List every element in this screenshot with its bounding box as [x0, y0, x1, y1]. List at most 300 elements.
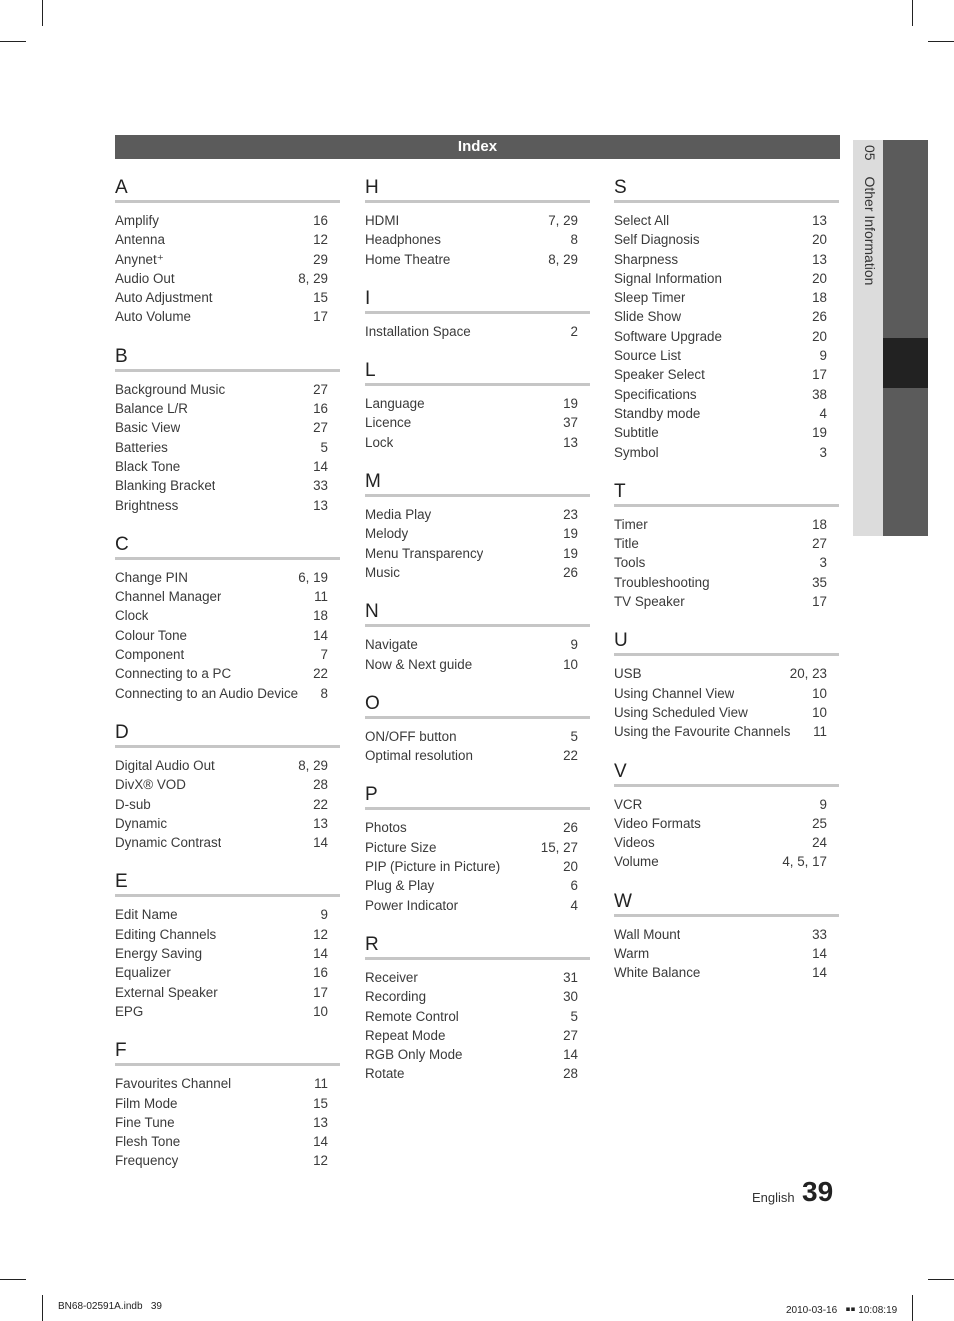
section-divider [115, 557, 340, 560]
entry-term: Black Tone [115, 458, 181, 474]
index-entry [365, 876, 578, 895]
entry-term: RGB Only Mode [365, 1047, 463, 1063]
entry-pages: 15 [313, 290, 328, 306]
entry-term: ON/OFF button [365, 728, 457, 744]
entry-term: Software Upgrade [614, 328, 722, 344]
index-entry [365, 505, 578, 524]
entry-term: Audio Out [115, 270, 175, 286]
entry-pages: 37 [563, 415, 578, 431]
index-entry [365, 987, 578, 1006]
entry-pages: 3 [819, 555, 827, 571]
entry-term: Rotate [365, 1066, 405, 1082]
entry-pages: 13 [313, 1114, 328, 1130]
entry-pages: 25 [812, 815, 827, 831]
entry-term: Using Scheduled View [614, 704, 748, 720]
entry-pages: 26 [812, 309, 827, 325]
crop-mark-bottom-right [912, 1295, 913, 1321]
chapter-label [858, 145, 878, 285]
entry-pages: 2 [570, 323, 578, 339]
entry-term: Select All [614, 213, 670, 228]
entry-term: Background Music [115, 381, 226, 397]
index-entry [614, 944, 827, 963]
entry-term: Colour Tone [115, 627, 187, 643]
index-entry [115, 250, 328, 269]
entry-pages: 9 [819, 796, 827, 812]
entry-pages: 12 [313, 1153, 328, 1169]
entry-term: Batteries [115, 439, 168, 455]
index-entry [614, 833, 827, 852]
entry-term: Installation Space [365, 323, 471, 339]
entry-pages: 8, 29 [298, 270, 328, 286]
page-number: 39 [802, 1176, 834, 1207]
index-column-1 [115, 176, 328, 1189]
entry-term: Wall Mount [614, 926, 681, 942]
entry-pages: 19 [563, 396, 578, 412]
entry-pages: 13 [812, 213, 827, 228]
index-section [365, 933, 578, 1084]
entry-pages: 30 [563, 989, 578, 1005]
index-entry [115, 944, 328, 963]
index-entry [365, 211, 578, 230]
section-divider [614, 784, 839, 787]
entry-term: External Speaker [115, 984, 218, 1000]
entry-pages: 8 [570, 232, 578, 248]
entry-pages: 10 [812, 685, 827, 701]
section-divider [365, 311, 590, 314]
entry-term: Timer [614, 516, 648, 532]
entry-pages: 16 [313, 213, 328, 228]
section-letter: N [365, 601, 379, 623]
entry-pages: 14 [313, 627, 328, 643]
entry-pages: 8, 29 [548, 251, 578, 267]
entry-pages: 28 [563, 1066, 578, 1082]
section-letter: B [115, 345, 128, 367]
section-divider [115, 369, 340, 372]
index-entry [115, 568, 328, 587]
entry-term: Licence [365, 415, 412, 431]
index-section [115, 176, 328, 327]
entry-pages: 14 [313, 458, 328, 474]
entry-term: Power Indicator [365, 897, 459, 913]
index-entry [365, 413, 578, 432]
index-entry [614, 573, 827, 592]
crop-mark-top-left [42, 0, 43, 26]
entry-pages: 20 [812, 270, 827, 286]
entry-pages: 14 [313, 946, 328, 962]
section-letter: W [614, 890, 632, 912]
section-letter: O [365, 692, 380, 714]
index-entry [365, 857, 578, 876]
section-divider [614, 504, 839, 507]
entry-term: Title [614, 536, 639, 552]
entry-term: D-sub [115, 796, 151, 812]
index-section [365, 783, 578, 914]
entry-term: Basic View [115, 420, 181, 436]
index-entry [614, 553, 827, 572]
entry-term: Specifications [614, 386, 697, 402]
index-entry [115, 476, 328, 495]
index-entry [115, 418, 328, 437]
entry-pages: 31 [563, 969, 578, 985]
index-entry [614, 385, 827, 404]
entry-term: Film Mode [115, 1095, 178, 1111]
section-divider [115, 745, 340, 748]
index-entry [115, 288, 328, 307]
index-header: Index [115, 135, 840, 159]
index-entry [365, 635, 578, 654]
section-letter: H [365, 177, 379, 198]
entry-term: Symbol [614, 444, 659, 460]
entry-term: Videos [614, 835, 655, 851]
entry-pages: 22 [313, 796, 328, 812]
entry-pages: 10 [812, 704, 827, 720]
index-entry [115, 230, 328, 249]
index-entry [115, 211, 328, 230]
index-section [365, 692, 578, 766]
entry-pages: 22 [313, 666, 328, 682]
entry-pages: 10 [313, 1003, 328, 1019]
entry-pages: 20 [563, 859, 578, 875]
entry-pages: 18 [313, 608, 328, 624]
index-entry [115, 1094, 328, 1113]
index-entry [365, 838, 578, 857]
entry-pages: 19 [563, 526, 578, 542]
entry-term: Equalizer [115, 965, 171, 981]
index-entry [115, 438, 328, 457]
index-entry [115, 664, 328, 683]
section-letter: A [115, 177, 128, 198]
index-entry [365, 1064, 578, 1083]
entry-term: Antenna [115, 232, 165, 248]
entry-pages: 9 [570, 637, 578, 653]
entry-term: VCR [614, 796, 643, 812]
section-divider [365, 807, 590, 810]
entry-pages: 13 [563, 434, 578, 450]
entry-term: HDMI [365, 213, 400, 228]
index-entry [614, 963, 827, 982]
index-column-3 [614, 176, 827, 1001]
entry-pages: 16 [313, 965, 328, 981]
crop-mark-bottom-left-h [0, 1279, 26, 1280]
section-letter: C [115, 533, 129, 555]
index-entry [365, 655, 578, 674]
entry-term: Volume [614, 854, 659, 870]
entry-term: Editing Channels [115, 926, 217, 942]
section-letter: D [115, 721, 129, 743]
index-section [365, 600, 578, 674]
entry-term: Using Channel View [614, 685, 735, 701]
entry-term: Edit Name [115, 907, 178, 923]
entry-term: Speaker Select [614, 367, 705, 383]
index-entry [115, 963, 328, 982]
entry-term: Auto Adjustment [115, 290, 213, 306]
entry-term: Headphones [365, 232, 441, 248]
entry-term: Now & Next guide [365, 656, 473, 672]
section-divider [115, 894, 340, 897]
index-entry [365, 968, 578, 987]
index-entry [115, 399, 328, 418]
entry-term: Repeat Mode [365, 1027, 446, 1043]
section-letter: F [115, 1040, 127, 1062]
entry-term: Signal Information [614, 270, 722, 286]
entry-pages: 5 [570, 728, 578, 744]
entry-term: Troubleshooting [614, 574, 710, 590]
index-entry [365, 250, 578, 269]
index-entry [115, 457, 328, 476]
entry-pages: 27 [313, 420, 328, 436]
page-language: English [752, 1190, 795, 1205]
index-entry [614, 925, 827, 944]
entry-term: Component [115, 647, 185, 663]
entry-pages: 17 [313, 309, 328, 325]
index-entry [115, 645, 328, 664]
entry-term: Photos [365, 820, 407, 836]
index-section [115, 345, 328, 515]
index-entry [115, 925, 328, 944]
index-entry [115, 814, 328, 833]
entry-pages: 18 [812, 290, 827, 306]
index-entry [365, 818, 578, 837]
section-divider [115, 200, 340, 203]
entry-term: Connecting to a PC [115, 666, 232, 682]
entry-pages: 7, 29 [548, 213, 578, 228]
index-entry [115, 833, 328, 852]
entry-pages: 27 [812, 536, 827, 552]
entry-pages: 26 [563, 564, 578, 580]
index-entry [365, 746, 578, 765]
entry-pages: 6, 19 [298, 569, 328, 585]
entry-term: Dynamic Contrast [115, 835, 222, 851]
section-letter: P [365, 784, 378, 806]
section-letter: L [365, 360, 376, 382]
entry-term: Blanking Bracket [115, 478, 216, 494]
entry-pages: 20, 23 [789, 666, 827, 682]
entry-pages: 9 [320, 907, 328, 923]
index-entry [614, 795, 827, 814]
index-entry [365, 230, 578, 249]
section-divider [115, 1063, 340, 1066]
index-entry [365, 322, 578, 341]
entry-term: EPG [115, 1003, 144, 1019]
entry-pages: 15, 27 [540, 839, 578, 855]
index-entry [365, 544, 578, 563]
entry-term: Dynamic [115, 815, 168, 831]
section-letter: I [365, 287, 371, 309]
index-entry [115, 1151, 328, 1170]
entry-pages: 19 [812, 425, 827, 441]
index-entry [614, 230, 827, 249]
entry-pages: 17 [812, 367, 827, 383]
entry-pages: 27 [563, 1027, 578, 1043]
index-entry [614, 592, 827, 611]
entry-term: Navigate [365, 637, 418, 653]
crop-mark-bottom-left [42, 1295, 43, 1321]
crop-mark-top-left-h [0, 41, 26, 42]
entry-pages: 14 [563, 1047, 578, 1063]
section-divider [365, 624, 590, 627]
entry-pages: 19 [563, 545, 578, 561]
index-entry [365, 563, 578, 582]
entry-pages: 11 [314, 1076, 328, 1092]
print-timestamp: 2010-03-16 ￭￭ 10:08:19 [786, 1305, 898, 1316]
index-entry [115, 1074, 328, 1093]
index-entry [614, 346, 827, 365]
entry-term: Source List [614, 348, 681, 364]
entry-pages: 33 [313, 478, 328, 494]
entry-pages: 8, 29 [298, 757, 328, 773]
index-entry [614, 814, 827, 833]
section-divider [365, 957, 590, 960]
index-entry [115, 1002, 328, 1021]
entry-pages: 11 [813, 724, 827, 740]
entry-term: Language [365, 396, 425, 412]
index-entry [614, 722, 827, 741]
entry-term: USB [614, 666, 642, 682]
entry-pages: 11 [314, 589, 328, 605]
entry-pages: 4, 5, 17 [782, 854, 827, 870]
entry-pages: 38 [812, 386, 827, 402]
entry-term: Home Theatre [365, 251, 451, 267]
entry-pages: 12 [313, 232, 328, 248]
entry-term: Music [365, 564, 400, 580]
section-divider [365, 494, 590, 497]
chapter-number: 05 [862, 145, 878, 161]
section-divider [614, 200, 839, 203]
entry-pages: 13 [812, 251, 827, 267]
entry-term: Anynet⁺ [115, 251, 164, 267]
entry-term: Brightness [115, 497, 179, 513]
entry-pages: 29 [313, 251, 328, 267]
entry-term: Picture Size [365, 839, 437, 855]
entry-pages: 13 [313, 497, 328, 513]
section-letter: R [365, 933, 379, 955]
section-divider [614, 653, 839, 656]
index-entry [365, 1026, 578, 1045]
entry-term: Balance L/R [115, 401, 188, 417]
index-section [614, 480, 827, 611]
index-entry [614, 664, 827, 683]
entry-pages: 7 [320, 647, 328, 663]
entry-pages: 24 [812, 835, 827, 851]
section-letter: T [614, 480, 626, 502]
index-entry [614, 269, 827, 288]
index-section [365, 359, 578, 452]
entry-term: Media Play [365, 507, 432, 523]
entry-term: Video Formats [614, 815, 701, 831]
index-entry [614, 288, 827, 307]
index-entry [115, 1113, 328, 1132]
entry-pages: 9 [819, 348, 827, 364]
index-section [365, 470, 578, 582]
section-letter: V [614, 760, 627, 782]
index-entry [365, 1045, 578, 1064]
index-section [115, 533, 328, 703]
entry-term: DivX® VOD [115, 777, 186, 793]
entry-term: White Balance [614, 965, 701, 981]
entry-term: Using the Favourite Channels [614, 724, 791, 740]
entry-term: Flesh Tone [115, 1134, 181, 1150]
index-entry [614, 852, 827, 871]
side-tab-marker [883, 338, 928, 388]
section-letter: E [115, 871, 128, 893]
index-entry [614, 703, 827, 722]
entry-pages: 6 [570, 878, 578, 894]
index-entry [614, 404, 827, 423]
section-letter: M [365, 471, 381, 493]
entry-term: Frequency [115, 1153, 179, 1169]
index-entry [115, 626, 328, 645]
entry-term: Subtitle [614, 425, 659, 441]
entry-term: Digital Audio Out [115, 757, 215, 773]
entry-term: Lock [365, 434, 394, 450]
entry-pages: 12 [313, 926, 328, 942]
index-section [365, 287, 578, 341]
entry-pages: 14 [313, 1134, 328, 1150]
crop-mark-top-right-h [928, 41, 954, 42]
entry-term: Tools [614, 555, 646, 571]
index-column-2 [365, 176, 578, 1102]
entry-pages: 14 [812, 965, 827, 981]
index-entry [115, 1132, 328, 1151]
index-entry [614, 423, 827, 442]
section-letter: U [614, 630, 628, 652]
entry-term: Warm [614, 946, 650, 962]
file-info: BN68-02591A.indb 39 [58, 1301, 162, 1312]
entry-term: Channel Manager [115, 589, 222, 605]
index-section [365, 176, 578, 269]
index-entry [115, 795, 328, 814]
index-entry [365, 727, 578, 746]
entry-term: Slide Show [614, 309, 681, 325]
entry-term: Optimal resolution [365, 748, 473, 764]
entry-term: PIP (Picture in Picture) [365, 859, 501, 875]
index-entry [115, 684, 328, 703]
entry-term: Favourites Channel [115, 1076, 232, 1092]
entry-pages: 15 [313, 1095, 328, 1111]
entry-pages: 18 [812, 516, 827, 532]
index-entry [614, 211, 827, 230]
entry-pages: 14 [812, 946, 827, 962]
index-entry [365, 524, 578, 543]
index-entry [614, 307, 827, 326]
index-entry [115, 983, 328, 1002]
index-entry [115, 496, 328, 515]
index-section [614, 760, 827, 872]
entry-term: Recording [365, 989, 427, 1005]
section-divider [614, 914, 839, 917]
entry-term: Receiver [365, 969, 418, 985]
entry-term: Connecting to an Audio Device [115, 685, 299, 701]
index-entry [115, 905, 328, 924]
entry-term: TV Speaker [614, 594, 685, 610]
entry-pages: 14 [313, 835, 328, 851]
index-entry [614, 443, 827, 462]
entry-term: Remote Control [365, 1008, 459, 1024]
entry-pages: 17 [313, 984, 328, 1000]
index-entry [115, 380, 328, 399]
entry-term: Amplify [115, 213, 159, 228]
index-entry [115, 606, 328, 625]
entry-pages: 10 [563, 656, 578, 672]
chapter-title: Other Information [862, 176, 878, 286]
entry-pages: 8 [320, 685, 328, 701]
entry-pages: 33 [812, 926, 827, 942]
section-divider [365, 716, 590, 719]
index-entry [614, 684, 827, 703]
entry-term: Clock [115, 608, 149, 624]
index-section [115, 721, 328, 852]
index-entry [115, 587, 328, 606]
